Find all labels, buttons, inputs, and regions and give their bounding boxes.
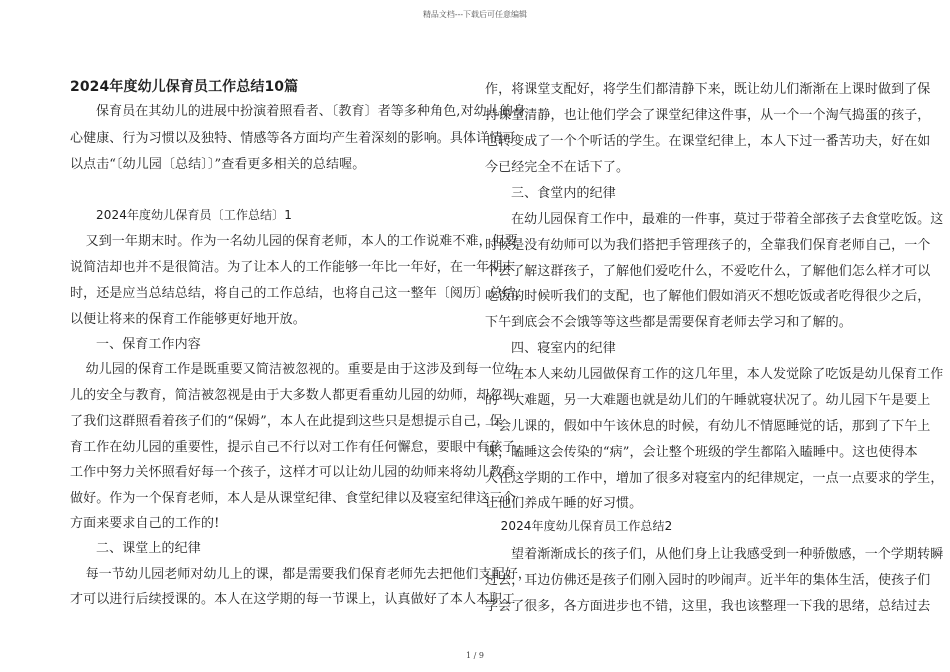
- document-title: 2024年度幼儿保育员工作总结10篇: [70, 79, 299, 95]
- paragraph-line: 才可以进行后续授课的。本人在这学期的每一节课上，认真做好了本人本职工: [70, 592, 516, 607]
- paragraph-line: 人在这学期的工作中，增加了很多对寝室内的纪律规定，一点一点要求的学生，: [485, 471, 944, 486]
- paragraph-line: 保育员在其幼儿的进展中扮演着照看者、〔教育〕者等多种角色,对幼儿的身: [96, 104, 527, 119]
- paragraph-line: 吃饭的时候听我们的支配，也了解他们假如消灭不想吃饭或者吃得很少之后，: [485, 289, 931, 304]
- section-heading: 2024年度幼儿保育员工作总结2: [500, 519, 673, 533]
- paragraph-line: 又到一年期末时。作为一名幼儿园的保育老师，本人的工作说难不难，但要: [85, 234, 518, 249]
- paragraph-line: 心健康、行为习惯以及独特、情感等各方面均产生着深刻的影响。具体详情可: [70, 131, 516, 146]
- paragraph-line: 幼儿园的保育工作是既重要又简洁被忽视的。重要是由于这涉及到每一位幼: [85, 362, 518, 377]
- paragraph-line: 在本人来幼儿园做保育工作的这几年里，本人发觉除了吃饭是幼儿保育工作: [511, 367, 944, 382]
- paragraph-line: 一会儿课的，假如中午该休息的时候，有幼儿不情愿睡觉的话，那到了下午上: [485, 419, 931, 434]
- page-number: 1 / 9: [466, 651, 484, 660]
- paragraph-line: 方面来要求自己的工作的!: [70, 516, 220, 531]
- paragraph-line: 四、寝室内的纪律: [511, 341, 616, 356]
- paragraph-line: 说简洁却也并不是很简洁。为了让本人的工作能够一年比一年好，在一年期末: [70, 260, 516, 275]
- paragraph-line: 在幼儿园保育工作中，最难的一件事，莫过于带着全部孩子去食堂吃饭。这: [511, 212, 944, 227]
- paragraph-line: 儿的安全与教育，简洁被忽视是由于大多数人都更看重幼儿园的幼师，却忽视: [70, 388, 516, 403]
- paragraph-line: 育工作在幼儿园的重要性，提示自己不行以对工作有任何懈怠，要眼中有孩子，: [70, 440, 529, 455]
- paragraph-line: 二、课堂上的纪律: [96, 541, 201, 556]
- paragraph-line: 的一大难题，另一大难题也就是幼儿们的午睡就寝状况了。幼儿园下午是要上: [485, 393, 931, 408]
- paragraph-line: 学会了很多，各方面进步也不错，这里，我也该整理一下我的思绪，总结过去: [485, 599, 931, 614]
- paragraph-line: 三、食堂内的纪律: [511, 186, 616, 201]
- paragraph-line: 以便让将来的保育工作能够更好地开放。: [70, 312, 306, 327]
- paragraph-line: 持课堂清静，也让他们学会了课堂纪律这件事，从一个一个淘气捣蛋的孩子，: [485, 108, 931, 123]
- paragraph-line: 过去，耳边仿佛还是孩子们刚入园时的吵闹声。近半年的集体生活，使孩子们: [485, 573, 931, 588]
- paragraph-line: 时，还是应当总结总结，将自己的工作总结，也将自己这一整年〔阅历〕总结，: [70, 286, 529, 301]
- paragraph-line: 每一节幼儿园老师对幼儿上的课，都是需要我们保育老师先去把他们支配好，: [85, 567, 531, 582]
- page-header: 精品文档---下载后可任意编辑: [422, 10, 528, 19]
- paragraph-line: 望着渐渐成长的孩子们，从他们身上让我感受到一种骄傲感，一个学期转瞬: [511, 547, 944, 562]
- paragraph-line: 一、保育工作内容: [96, 337, 201, 352]
- paragraph-line: 了我们这群照看着孩子们的“保姆”，本人在此提到这些只是想提示自己，保: [70, 414, 503, 429]
- paragraph-line: 做好。作为一个保育老师，本人是从课堂纪律、食堂纪律以及寝室纪律这三个: [70, 491, 516, 506]
- paragraph-line: 下午到底会不会饿等等这些都是需要保育老师去学习和了解的。: [485, 315, 852, 330]
- paragraph-line: 工作中努力关怀照看好每一个孩子，这样才可以让幼儿园的幼师来将幼儿教育: [70, 465, 516, 480]
- paragraph-line: 让他们养成午睡的好习惯。: [485, 496, 643, 511]
- paragraph-line: 时候是没有幼师可以为我们搭把手管理孩子的，全靠我们保育老师自己，一个: [485, 238, 931, 253]
- paragraph-line: 也转变成了一个个听话的学生。在课堂纪律上，本人下过一番苦功夫，好在如: [485, 134, 931, 149]
- paragraph-line: 课，瞌睡这会传染的“病”，会让整个班级的学生都陷入瞌睡中。这也使得本: [485, 445, 918, 460]
- paragraph-line: 作，将课堂支配好，将学生们都清静下来，既让幼儿们渐渐在上课时做到了保: [485, 82, 931, 97]
- section-heading: 2024年度幼儿保育员〔工作总结〕1: [96, 208, 292, 222]
- paragraph-line: 今已经完全不在话下了。: [485, 160, 630, 175]
- paragraph-line: 以点击“〔幼儿园〔总结〕〕”查看更多相关的总结喔。: [70, 157, 366, 172]
- paragraph-line: 个去了解这群孩子，了解他们爱吃什么，不爱吃什么，了解他们怎么样才可以: [485, 264, 931, 279]
